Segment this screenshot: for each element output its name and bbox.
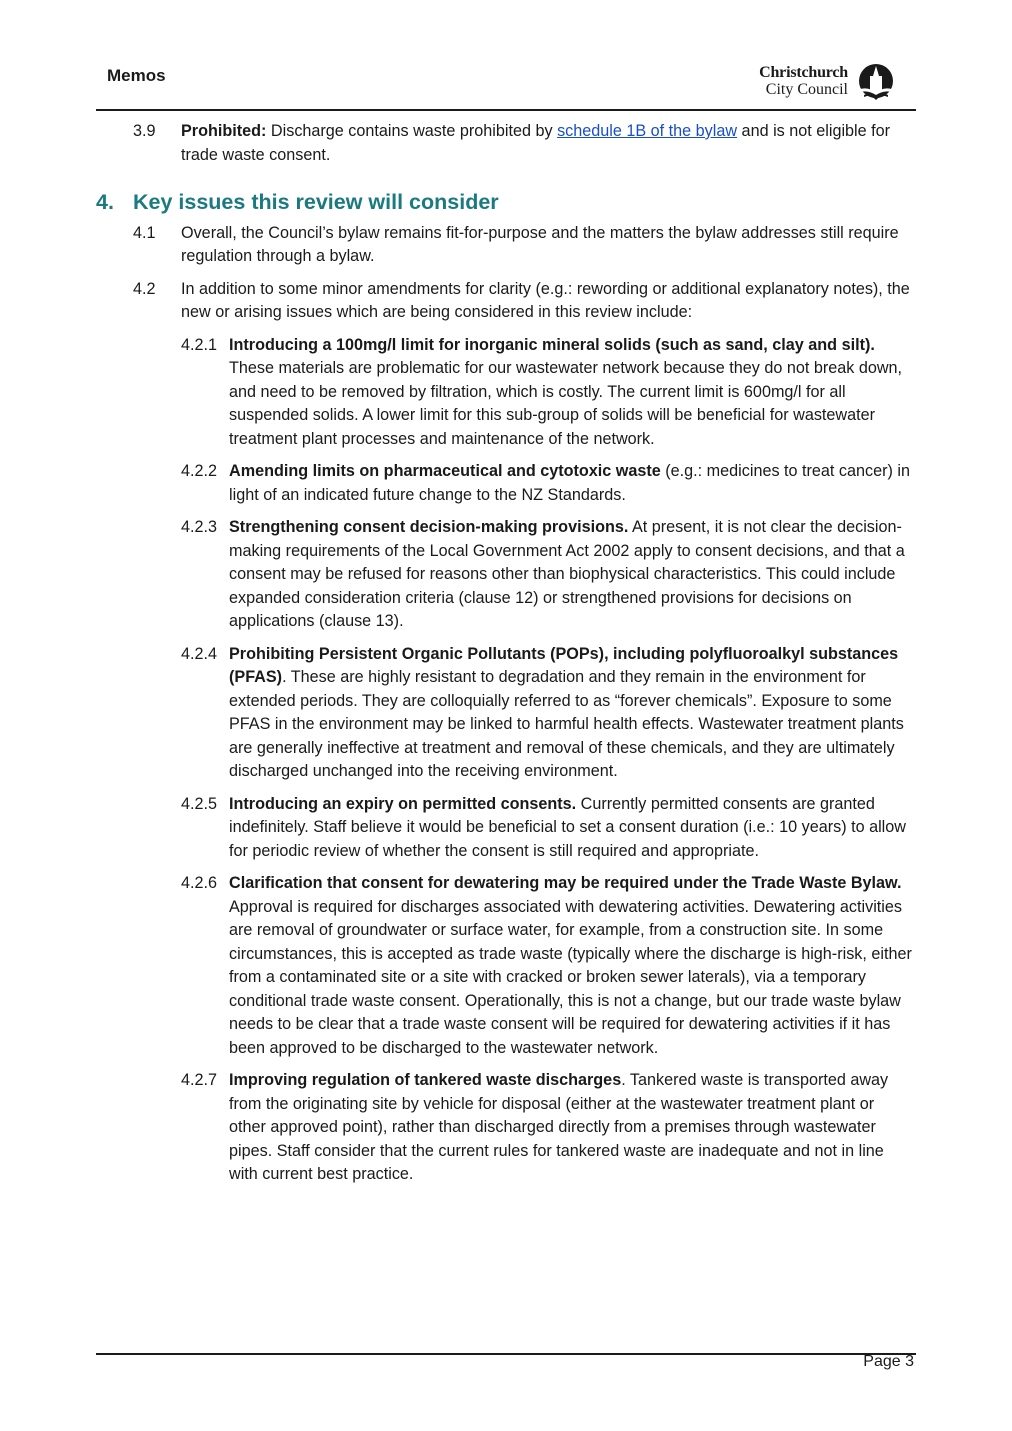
section-4-heading [96, 191, 916, 215]
subclause-bold-title: Strengthening consent decision-making provisions. [229, 518, 629, 536]
council-logo [744, 60, 896, 102]
subclause-text: (e.g.: medicines to treat cancer) in light of an indicated future change to the NZ Standards. [229, 462, 910, 504]
clause-4-2 [96, 278, 916, 325]
footer-rule [96, 1353, 916, 1355]
subclause-bold-title: Amending limits on pharmaceutical and cytotoxic waste [229, 462, 661, 480]
subclause-bold-title: Introducing an expiry on permitted consents. [229, 794, 577, 813]
logo-line2: City Council [765, 81, 848, 98]
subclause-text: These materials are problematic for our wastewater network because they do not break down, and need to be removed by filtration, which is costly. The current limit is 600mg/l for all suspended solids. A lower limit for this sub-group of solids will be beneficial for wastewater treatment plant processes and maintenance of the network. [229, 359, 903, 448]
subclause-number: 4.2.5 [181, 794, 218, 813]
subclause-text: . These are highly resistant to degradation and they remain in the environment for extended periods. They are colloquially referred to as “forever chemicals”. Exposure to some PFAS in the environment may be linked to harmful health effects. Wastewater treatment plants are generally ineffective at treatment and removal of these chemicals, and they are ultimately discharged unchanged into the receiving environment. [229, 668, 904, 780]
memo-body [96, 120, 916, 1196]
subclause-number: 4.2.7 [181, 1071, 218, 1089]
subclause-bold-title: Introducing a 100mg/l limit for inorganic mineral solids (such as sand, clay and silt). [229, 335, 875, 354]
subclause-4-2-5 [96, 793, 916, 864]
subclause-4-2-6 [96, 872, 916, 1060]
subclause-text: Approval is required for discharges associated with dewatering activities. Dewatering activities are removal of groundwater or surface water, for example, from a construction site. In some circumstances, this is accepted as trade waste (typically where the discharge is high-risk, either from a contaminated site or a site with cracked or broken sewer laterals), via a temporary conditional trade waste consent. Operationally, this is not a change, but our trade waste bylaw needs to be clear that a trade waste consent will be required for dewatering activities if it has been approved to be discharged to the wastewater network. [229, 897, 912, 1057]
subclause-number: 4.2.4 [181, 644, 218, 663]
schedule-1b-link[interactable]: schedule 1B of the bylaw [557, 122, 738, 140]
subclause-number: 4.2.1 [181, 335, 218, 354]
section-title: Key issues this review will consider [133, 190, 499, 214]
subclause-number: 4.2.3 [181, 518, 218, 536]
subclause-4-2-4 [96, 643, 916, 784]
subclause-4-2-1 [96, 334, 916, 452]
cathedral-icon [856, 62, 896, 102]
clause-3-9 [96, 120, 916, 167]
clause-text: Discharge contains waste prohibited by [266, 122, 558, 140]
subclause-number: 4.2.2 [181, 462, 218, 480]
subclause-4-2-3 [96, 516, 916, 634]
logo-line1: Christchurch [759, 64, 848, 81]
subclause-4-2-2 [96, 460, 916, 507]
subclause-text: At present, it is not clear the decision-making requirements of the Local Government Act 2002 apply to consent decisions, and that a consent may be refused for reasons other than biophysical characteristics. This could include expanded consideration criteria (clause 12) or strengthened provisions for decisions on applications (clause 13). [229, 518, 905, 630]
page-number: Page 3 [863, 1353, 914, 1370]
clause-number: 4.2 [133, 279, 156, 298]
page-header [96, 60, 916, 110]
subclause-bold-title: Improving regulation of tankered waste discharges [229, 1071, 622, 1089]
clause-text: and is not eligible for trade waste consent. [181, 122, 891, 164]
clause-4-1 [96, 222, 916, 269]
clause-bold-label: Prohibited: [181, 122, 267, 140]
subclause-bold-title: Prohibiting Persistent Organic Pollutants (POPs), including polyfluoroalkyl substances (PFAS) [229, 644, 899, 686]
clause-text: In addition to some minor amendments for clarity (e.g.: rewording or additional explanatory notes), the new or arising issues which are being considered in this review include: [181, 279, 910, 321]
clause-number: 3.9 [133, 122, 156, 140]
clause-number: 4.1 [133, 223, 156, 242]
clause-text: Overall, the Council’s bylaw remains fit-for-purpose and the matters the bylaw addresses still require regulation through a bylaw. [181, 223, 899, 265]
section-number: 4. [96, 190, 114, 214]
subclause-number: 4.2.6 [181, 874, 218, 892]
header-title: Memos [107, 66, 166, 85]
subclause-text: Currently permitted consents are granted indefinitely. Staff believe it would be beneficial to set a consent duration (i.e.: 10 years) to allow for periodic review of whether the consent is still required and appropriate. [229, 794, 906, 860]
subclause-4-2-7 [96, 1069, 916, 1187]
subclause-bold-title: Clarification that consent for dewatering may be required under the Trade Waste Bylaw. [229, 874, 902, 892]
subclause-text: . Tankered waste is transported away from the originating site by vehicle for disposal (either at the wastewater treatment plant or other approved point), rather than discharged directly from a premises through wastewater pipes. Staff consider that the current rules for tankered waste are inadequate and not in line with current best practice. [229, 1071, 889, 1183]
header-rule [96, 109, 916, 111]
